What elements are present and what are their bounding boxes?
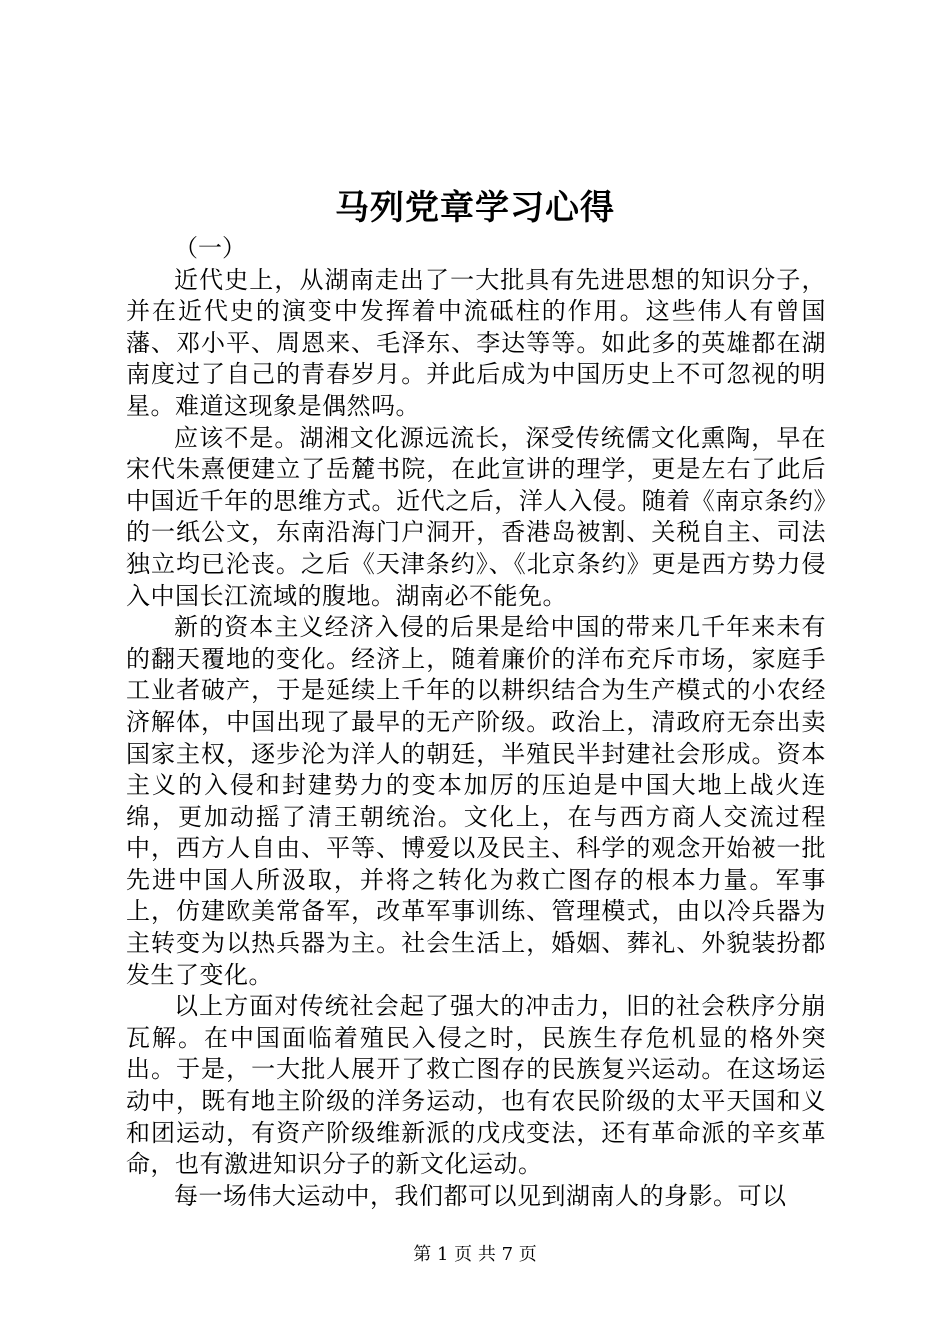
document-body — [126, 233, 826, 1212]
paragraph-1: 近代史上，从湖南走出了一大批具有先进思想的知识分子，并在近代史的演变中发挥着中流砥柱的作用。这些伟人有曾国藩、邓小平、周恩来、毛泽东、李达等等。如此多的英雄都在湖南度过了自己的青春岁月。并此后成为中国历史上不可忽视的明星。难道这现象是偶然吗。 — [126, 265, 826, 420]
paragraph-4: 以上方面对传统社会起了强大的冲击力，旧的社会秩序分崩瓦解。在中国面临着殖民入侵之时，民族生存危机显的格外突出。于是，一大批人展开了救亡图存的民族复兴运动。在这场运动中，既有地主阶级的洋务运动，也有农民阶级的太平天国和义和团运动，有资产阶级维新派的戊戌变法，还有革命派的辛亥革命，也有激进知识分子的新文化运动。 — [126, 992, 826, 1179]
paragraph-5: 每一场伟大运动中，我们都可以见到湖南人的身影。可以 — [174, 1181, 787, 1210]
paragraph-2: 应该不是。湖湘文化源远流长，深受传统儒文化熏陶，早在宋代朱熹便建立了岳麓书院，在此宣讲的理学，更是左右了此后中国近千年的思维方式。近代之后，洋人入侵。随着《南京条约》的一纸公文，东南沿海门户洞开，香港岛被割、关税自主、司法独立均已沦丧。之后《天津条约》、《北京条约》更是西方势力侵入中国长江流域的腹地。湖南必不能免。 — [126, 423, 826, 610]
paragraph-3: 新的资本主义经济入侵的后果是给中国的带来几千年来未有的翻天覆地的变化。经济上，随着廉价的洋布充斥市场，家庭手工业者破产，于是延续上千年的以耕织结合为生产模式的小农经济解体，中国出现了最早的无产阶级。政治上，清政府无奈出卖国家主权，逐步沦为洋人的朝廷，半殖民半封建社会形成。资本主义的入侵和封建势力的变本加厉的压迫是中国大地上战火连绵，更加动摇了清王朝统治。文化上，在与西方商人交流过程中，西方人自由、平等、博爱以及民主、科学的观念开始被一批先进中国人所汲取，并将之转化为救亡图存的根本力量。军事上，仿建欧美常备军，改革军事训练、管理模式，由以冷兵器为主转变为以热兵器为主。社会生活上，婚姻、葬礼、外貌装扮都发生了变化。 — [126, 613, 826, 989]
document-title: 马列党章学习心得 — [335, 188, 615, 228]
page-footer: 第 1 页 共 7 页 — [413, 1244, 537, 1265]
section-label: （一） — [174, 234, 246, 262]
